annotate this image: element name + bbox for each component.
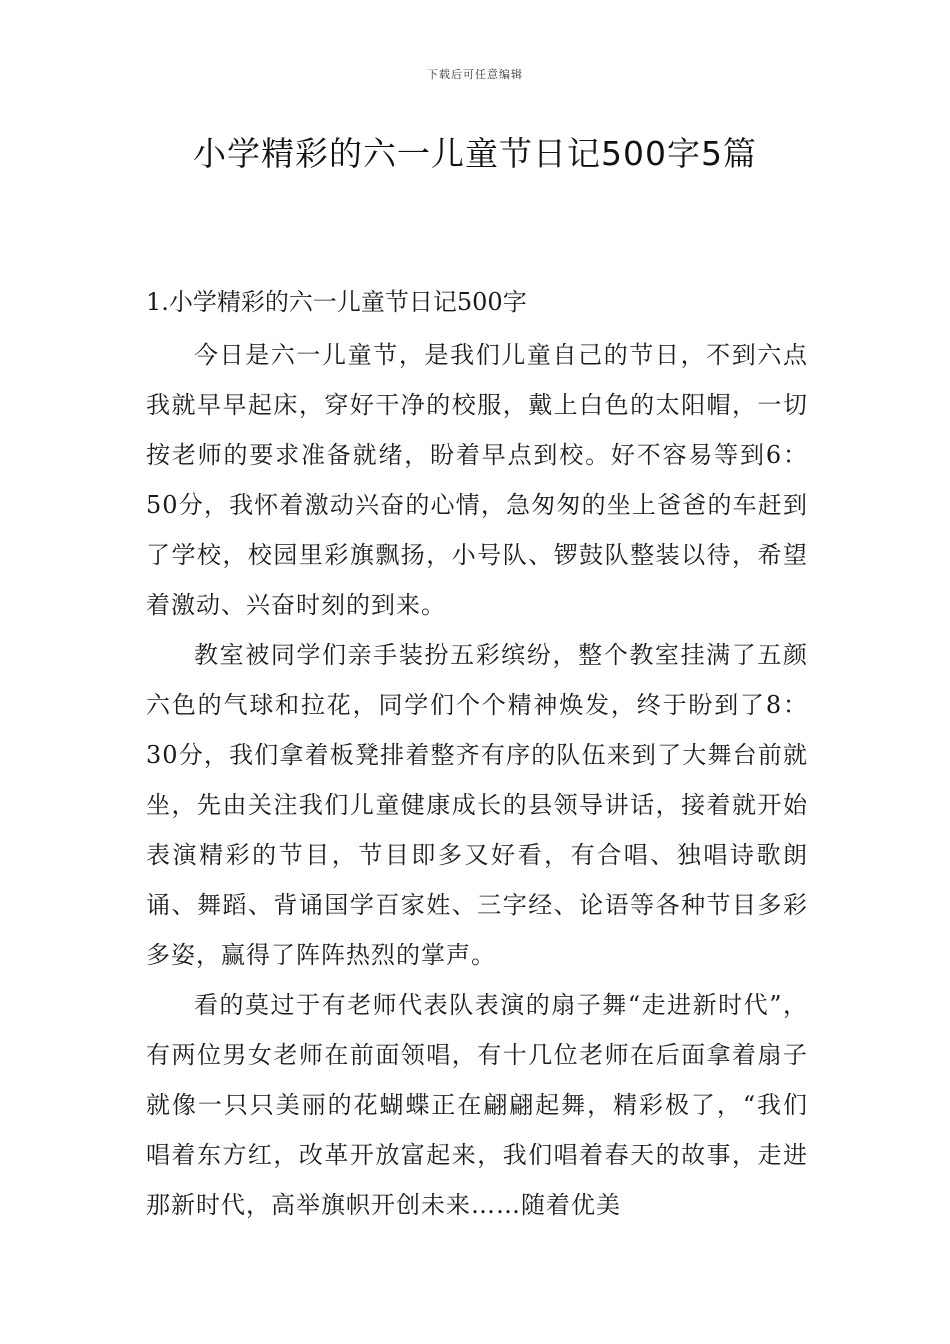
document-title: 小学精彩的六一儿童节日记500字5篇 xyxy=(193,134,757,173)
section-heading: 1.小学精彩的六一儿童节日记500字 xyxy=(146,288,527,316)
paragraph-2: 教室被同学们亲手装扮五彩缤纷，整个教室挂满了五颜六色的气球和拉花，同学们个个精神焕发，终于盼到了8：30分，我们拿着板凳排着整齐有序的队伍来到了大舞台前就坐，先由关注我们儿童健康成长的县领导讲话，接着就开始表演精彩的节目，节目即多又好看，有合唱、独唱诗歌朗诵、舞蹈、背诵国学百家姓、三字经、论语等各种节目多彩多姿，赢得了阵阵热烈的掌声。 xyxy=(146,641,808,969)
paragraph-1: 今日是六一儿童节，是我们儿童自己的节日，不到六点我就早早起床，穿好干净的校服，戴上白色的太阳帽，一切按老师的要求准备就绪，盼着早点到校。好不容易等到6：50分，我怀着激动兴奋的心情，急匆匆的坐上爸爸的车赶到了学校，校园里彩旗飘扬，小号队、锣鼓队整装以待，希望着激动、兴奋时刻的到来。 xyxy=(146,341,808,619)
paragraph-3: 看的莫过于有老师代表队表演的扇子舞“走进新时代”，有两位男女老师在前面领唱，有十几位老师在后面拿着扇子就像一只只美丽的花蝴蝶正在翩翩起舞，精彩极了，“我们唱着东方红，改革开放富起来，我们唱着春天的故事，走进那新时代，高举旗帜开创未来……随着优美 xyxy=(146,991,808,1219)
document-body xyxy=(146,280,808,1230)
header-note: 下载后可任意编辑 xyxy=(427,68,523,81)
